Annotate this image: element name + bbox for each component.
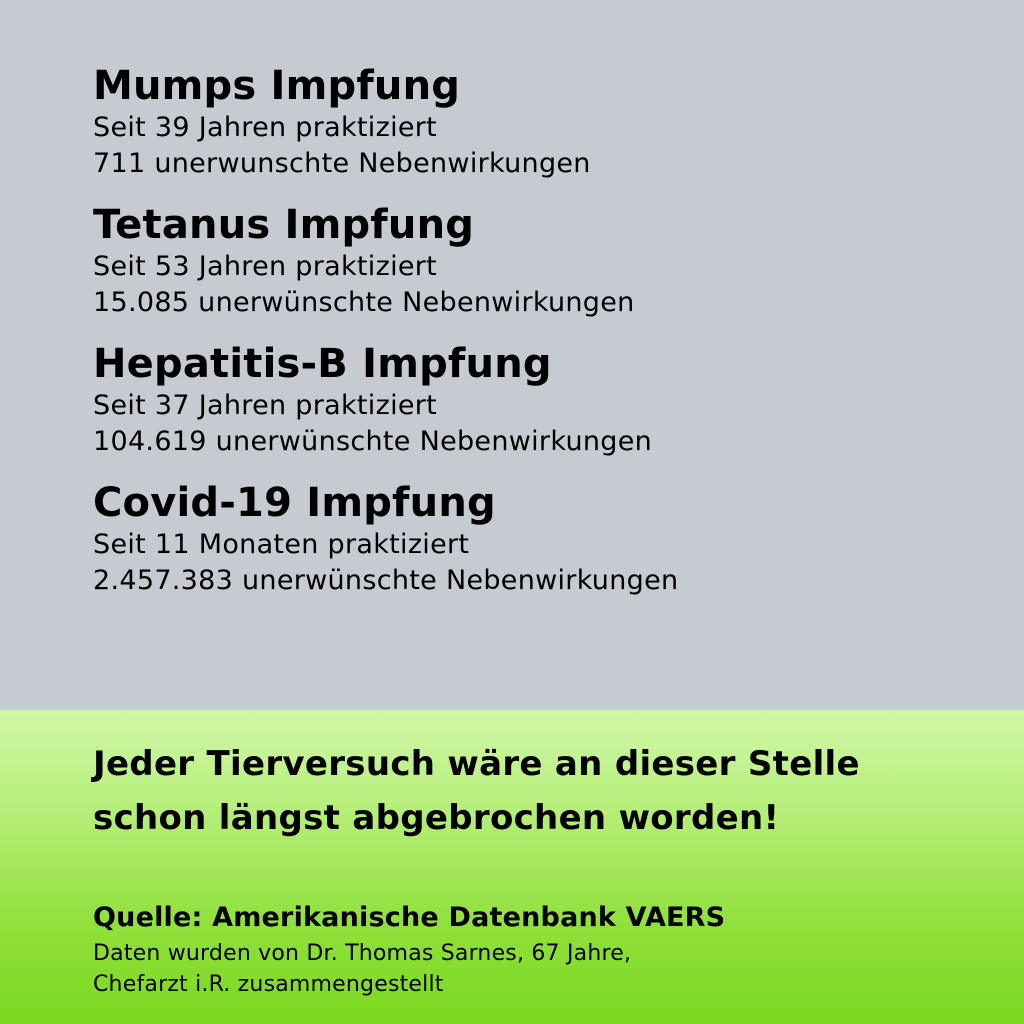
vaccine-side-effects: 104.619 unerwünschte Nebenwirkungen (93, 426, 653, 457)
source-block (93, 898, 1003, 1000)
vaccine-duration: Seit 39 Jahren praktiziert (93, 112, 438, 143)
vaccine-duration: Seit 53 Jahren praktiziert (93, 251, 438, 282)
vaccine-entry-tetanus (93, 201, 993, 321)
vaccine-side-effects: 15.085 unerwünschte Nebenwirkungen (93, 287, 635, 318)
statement-line-2: schon längst abgebrochen worden! (93, 798, 780, 838)
vaccine-title: Mumps Impfung (93, 63, 461, 109)
vaccine-entry-mumps (93, 62, 993, 182)
statement-line-1: Jeder Tierversuch wäre an dieser Stelle (93, 744, 860, 784)
vaccine-duration: Seit 11 Monaten praktiziert (93, 529, 470, 560)
vaccine-title: Covid-19 Impfung (93, 480, 496, 526)
vaccine-entry-covid-19 (93, 479, 993, 599)
vaccine-title: Tetanus Impfung (93, 202, 475, 248)
vaccine-side-effects: 711 unerwunschte Nebenwirkungen (93, 148, 591, 179)
statement (93, 737, 1003, 845)
source-credit-line-1: Daten wurden von Dr. Thomas Sarnes, 67 Jahre, (93, 941, 632, 966)
vaccine-title: Hepatitis-B Impfung (93, 341, 552, 387)
source-title: Quelle: Amerikanische Datenbank VAERS (93, 902, 726, 933)
vaccine-list (93, 62, 993, 618)
vaccine-duration: Seit 37 Jahren praktiziert (93, 390, 438, 421)
vaccine-entry-hepatitis-b (93, 340, 993, 460)
vaccine-side-effects: 2.457.383 unerwünschte Nebenwirkungen (93, 565, 679, 596)
source-credit-line-2: Chefarzt i.R. zusammengestellt (93, 972, 444, 997)
